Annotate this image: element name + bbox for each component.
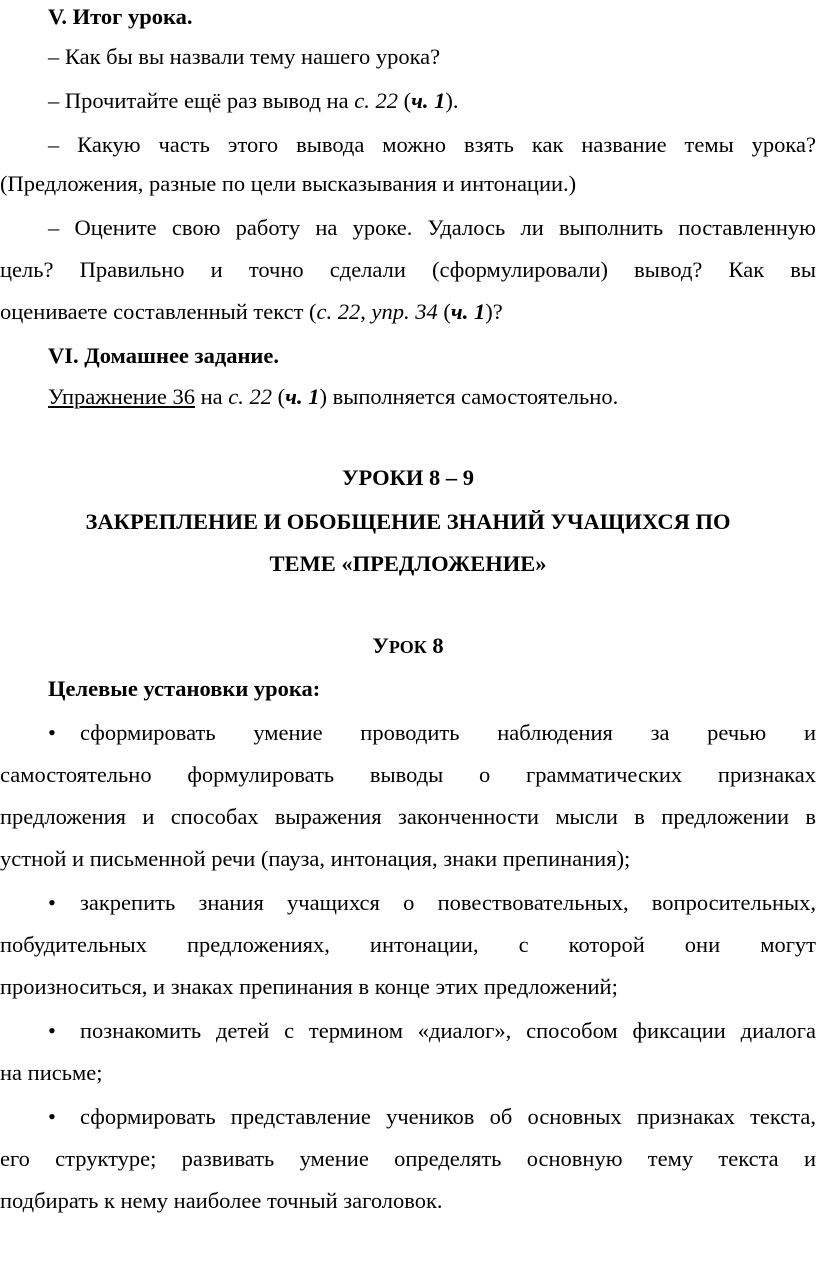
lesson-first-letter: У (372, 633, 389, 658)
exercise-reference: упр. 34 (371, 299, 438, 324)
homework-text: на (195, 384, 229, 409)
goals-heading: Целевые установки урока: (48, 676, 321, 701)
bullet-icon: • (48, 1104, 56, 1129)
goal-text-line: сформировать умение проводить наблюдения за речью и (80, 720, 816, 745)
homework-text: выполняется самостоятельно. (326, 384, 619, 409)
goal-text-line: подбирать к нему наиболее точный заголовок. (0, 1188, 443, 1213)
question-reread-conclusion: – Прочитайте ещё раз вывод на с. 22 (ч. 1). (48, 88, 459, 113)
goal-text-line: сформировать представление учеников об основных признаках текста, (80, 1104, 816, 1129)
lessons-subtitle-line1: ЗАКРЕПЛЕНИЕ И ОБОБЩЕНИЕ ЗНАНИЙ УЧАЩИХСЯ ПО (85, 509, 731, 534)
exercise-link[interactable]: Упражнение 36 (48, 384, 195, 409)
goal-text-line: познакомить детей с термином «диалог», способом фиксации диалога (80, 1018, 816, 1043)
lesson-8-heading (0, 629, 816, 663)
goal-text-line: побудительных предложениях, интонации, с которой они могут (0, 932, 816, 957)
question-text: оцениваете составленный текст ( (0, 299, 317, 324)
page-reference: с. 22 (316, 299, 361, 324)
question-title-part-line1: – Какую часть этого вывода можно взять как название темы урока? (48, 132, 816, 157)
lesson-small-caps: РОК (388, 637, 427, 657)
question-text: – Прочитайте ещё раз вывод на (48, 88, 355, 113)
question-lesson-topic: – Как бы вы назвали тему нашего урока? (48, 44, 441, 69)
page-reference: с. 22 (228, 384, 273, 409)
goal-text-line: самостоятельно формулировать выводы о грамматических признаках (0, 762, 816, 787)
goal-text-line: его структуре; развивать умение определять основную тему текста и (0, 1146, 816, 1171)
part-reference: ч. 1 (450, 299, 486, 324)
homework-line: Упражнение 36 на с. 22 (ч. 1) выполняется самостоятельно. (48, 384, 619, 409)
page-reference: с. 22 (354, 88, 398, 113)
goal-item-2 (0, 886, 816, 920)
goal-text-line: закрепить знания учащихся о повествовательных, вопросительных, (80, 890, 816, 915)
goal-text-line: предложения и способах выражения законченности мысли в предложении в (0, 804, 816, 829)
bullet-icon: • (48, 890, 56, 915)
question-evaluate-line2: цель? Правильно и точно сделали (сформулировали) вывод? Как вы (0, 257, 816, 282)
question-evaluate-line1: – Оцените свою работу на уроке. Удалось ли выполнить поставленную (48, 215, 816, 240)
goal-text-line: устной и письменной речи (пауза, интонация, знаки препинания); (0, 846, 631, 871)
lessons-subtitle-line2: ТЕМЕ «ПРЕДЛОЖЕНИЕ» (269, 551, 547, 576)
bullet-icon: • (48, 720, 56, 745)
section-heading-summary: V. Итог урока. (48, 4, 193, 29)
goal-text-line: произноситься, и знаках препинания в конце этих предложений; (0, 974, 618, 999)
question-title-part-line2: (Предложения, разные по цели высказывания и интонации.) (0, 171, 577, 196)
section-heading-homework: VI. Домашнее задание. (48, 343, 279, 368)
question-evaluate-line3: оцениваете составленный текст (с. 22, упр. 34 (ч. 1)? (0, 299, 503, 324)
goal-item-3 (0, 1014, 816, 1048)
goal-text-line: на письме; (0, 1060, 103, 1085)
part-reference: ч. 1 (411, 88, 446, 113)
part-reference: ч. 1 (285, 384, 320, 409)
lesson-number: 8 (426, 633, 444, 658)
goal-item-1 (0, 716, 816, 750)
bullet-icon: • (48, 1018, 56, 1043)
goal-item-4 (0, 1100, 816, 1134)
lessons-title: УРОКИ 8 – 9 (341, 465, 475, 490)
